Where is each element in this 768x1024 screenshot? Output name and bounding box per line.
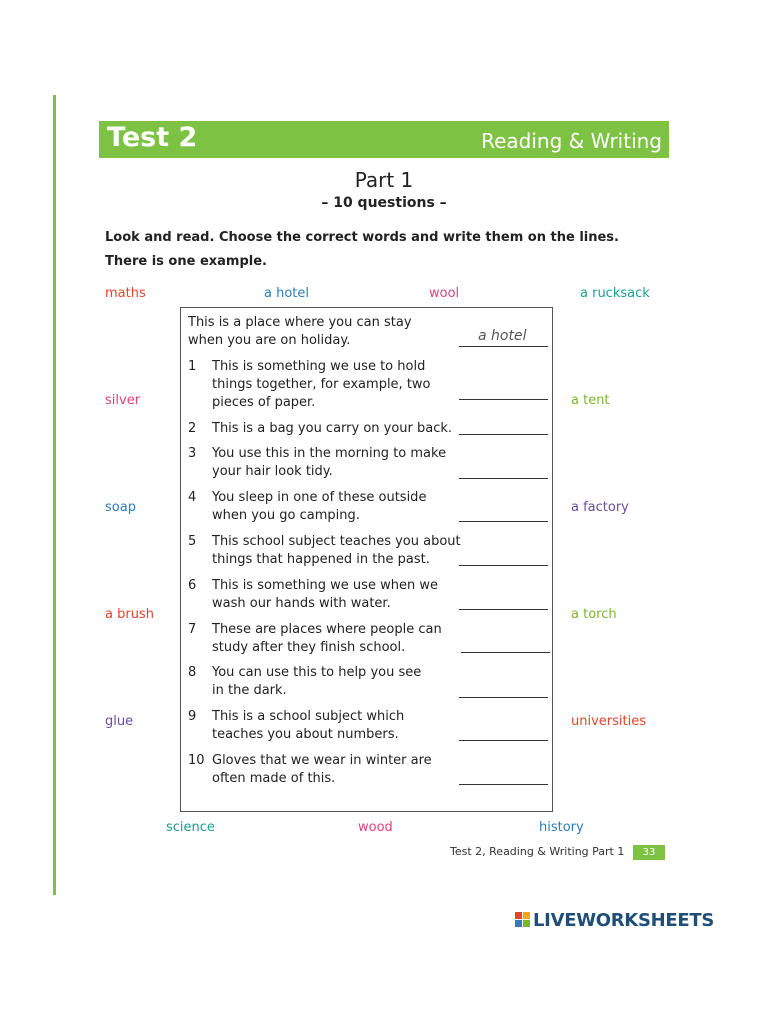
question-text: These are places where people can study after they finish school. bbox=[212, 622, 442, 655]
liveworksheets-brand-text: LIVEWORKSHEETS bbox=[533, 910, 715, 931]
word-silver: silver bbox=[105, 393, 141, 408]
liveworksheets-logo-icon bbox=[515, 912, 531, 928]
answer-line-2[interactable] bbox=[459, 434, 548, 435]
answer-line-9[interactable] bbox=[459, 740, 548, 741]
question-number: 4 bbox=[188, 490, 197, 505]
question-number: 1 bbox=[188, 359, 197, 374]
page-number: 33 bbox=[633, 845, 665, 860]
word-universities: universities bbox=[571, 714, 646, 729]
left-margin-rule bbox=[53, 95, 56, 895]
question-text: This school subject teaches you about things that happened in the past. bbox=[212, 534, 461, 567]
answer-line-1[interactable] bbox=[459, 399, 548, 400]
word-torch: a torch bbox=[571, 607, 617, 622]
question-text: This is something we use when we wash our hands with water. bbox=[212, 578, 438, 611]
page-footer-text: Test 2, Reading & Writing Part 1 bbox=[450, 845, 625, 858]
question-text: You sleep in one of these outside when you go camping. bbox=[212, 490, 427, 523]
word-maths: maths bbox=[105, 286, 146, 301]
answer-line-6[interactable] bbox=[459, 609, 548, 610]
question-number: 9 bbox=[188, 709, 197, 724]
word-wool: wool bbox=[429, 286, 460, 301]
example-text: This is a place where you can stay when you are on holiday. bbox=[188, 315, 412, 348]
part-subtitle: – 10 questions – bbox=[321, 195, 447, 211]
example-answer: a hotel bbox=[478, 328, 527, 344]
answer-line-3[interactable] bbox=[459, 478, 548, 479]
answer-line-4[interactable] bbox=[459, 521, 548, 522]
word-wood: wood bbox=[358, 820, 393, 835]
question-number: 10 bbox=[188, 753, 205, 768]
answer-line-8[interactable] bbox=[459, 697, 548, 698]
word-factory: a factory bbox=[571, 500, 629, 515]
test-title: Test 2 bbox=[107, 122, 198, 153]
question-number: 7 bbox=[188, 622, 197, 637]
word-history: history bbox=[539, 820, 584, 835]
answer-line-5[interactable] bbox=[459, 565, 548, 566]
question-number: 8 bbox=[188, 665, 197, 680]
question-text: This is something we use to hold things together, for example, two pieces of paper. bbox=[212, 359, 431, 410]
word-science: science bbox=[166, 820, 215, 835]
instructions-line-1: Look and read. Choose the correct words and write them on the lines. bbox=[105, 230, 619, 245]
question-text: Gloves that we wear in winter are often made of this. bbox=[212, 753, 432, 786]
word-rucksack: a rucksack bbox=[580, 286, 650, 301]
question-number: 3 bbox=[188, 446, 197, 461]
answer-line-10[interactable] bbox=[459, 784, 548, 785]
question-text: This is a school subject which teaches you about numbers. bbox=[212, 709, 405, 742]
word-brush: a brush bbox=[105, 607, 154, 622]
word-glue: glue bbox=[105, 714, 134, 729]
question-text: This is a bag you carry on your back. bbox=[212, 421, 453, 436]
question-text: You use this in the morning to make your hair look tidy. bbox=[212, 446, 447, 479]
word-tent: a tent bbox=[571, 393, 610, 408]
question-text: You can use this to help you see in the dark. bbox=[212, 665, 422, 698]
question-number: 2 bbox=[188, 421, 197, 436]
word-hotel: a hotel bbox=[264, 286, 309, 301]
question-number: 5 bbox=[188, 534, 197, 549]
instructions-line-2: There is one example. bbox=[105, 254, 267, 269]
section-title: Reading & Writing bbox=[481, 129, 662, 153]
example-answer-line bbox=[459, 346, 548, 347]
question-number: 6 bbox=[188, 578, 197, 593]
word-soap: soap bbox=[105, 500, 136, 515]
part-title: Part 1 bbox=[354, 168, 414, 192]
test-header-bar bbox=[99, 121, 669, 158]
answer-line-7[interactable] bbox=[461, 652, 550, 653]
